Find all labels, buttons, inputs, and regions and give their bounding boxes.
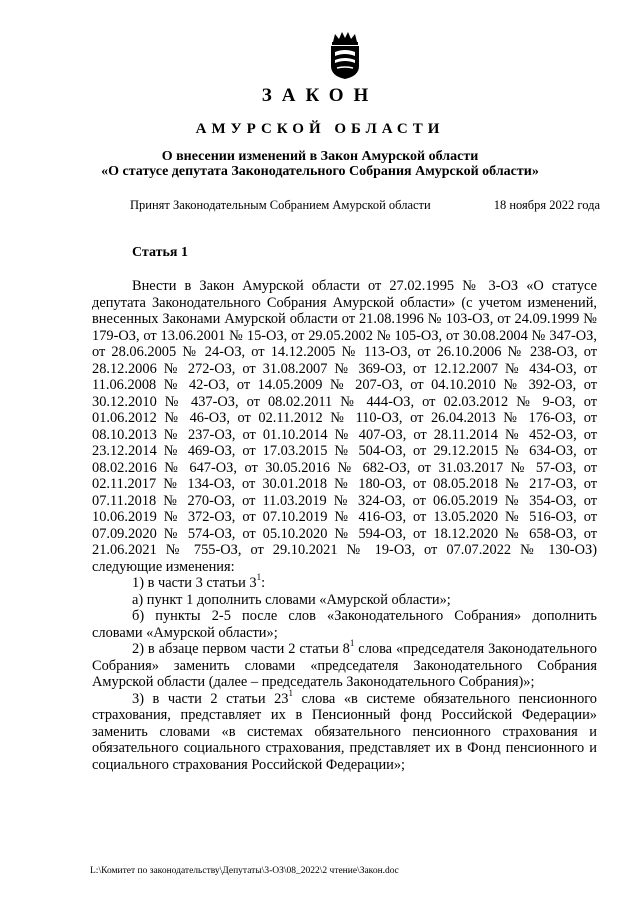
region-subtitle: АМУРСКОЙ ОБЛАСТИ xyxy=(195,121,445,137)
law-heading-line-1: О внесении изменений в Закон Амурской области xyxy=(161,149,479,164)
item-3-rest: слова «в системе обязательного пенсионного страхования, представляет их в Пенсионный фонд Российской Федерации» заменить словами «в системах обязательного пенсионного страхования и обязательного социального страхования, представляет их в Фонд пенсионного и социального страхования Российской Федерации»; xyxy=(92,690,598,773)
item-1-suffix: : xyxy=(261,575,266,591)
article-intro-paragraph: Внести в Закон Амурской области от 27.02.1995 № 3-ОЗ «О статусе депутата Законодательного Собрания Амурской области» (с учетом изменений, внесенных Законами Амурской области от 21.08.1996 № 103-ОЗ, от 24.09.1999 № 179-ОЗ, от 13.06.2001 № 15-ОЗ, от 29.05.2002 № 105-ОЗ, от 30.08.2004 № 347-ОЗ, от 28.06.2005 № 24-ОЗ, от 14.12.2005 № 113-ОЗ, от 26.10.2006 № 238-ОЗ, от 28.12.2006 № 272-ОЗ, от 31.08.2007 № 369-ОЗ, от 12.12.2007 № 434-ОЗ, от 11.06.2008 № 42-ОЗ, от 14.05.2009 № 207-ОЗ, от 04.10.2010 № 392-ОЗ, от 30.12.2010 № 437-ОЗ, от 08.02.2011 № 444-ОЗ, от 02.03.2012 № 9-ОЗ, от 01.06.2012 № 46-ОЗ, от 02.11.2012 № 110-ОЗ, от 26.04.2013 № 176-ОЗ, от 08.10.2013 № 237-ОЗ, от 01.10.2014 № 407-ОЗ, от 28.11.2014 № 452-ОЗ, от 23.12.2014 № 469-ОЗ, от 17.03.2015 № 504-ОЗ, от 29.12.2015 № 634-ОЗ, от 08.02.2016 № 647-ОЗ, от 30.05.2016 № 682-ОЗ, от 31.03.2017 № 57-ОЗ, от 02.11.2017 № 134-ОЗ, от 30.01.2018 № 180-ОЗ, от 08.05.2018 № 217-ОЗ, от 07.11.2018 № 270-ОЗ, от 11.03.2019 № 324-ОЗ, от 06.05.2019 № 354-ОЗ, от 10.06.2019 № 372-ОЗ, от 07.10.2019 № 416-ОЗ, от 13.05.2020 № 516-ОЗ, от 07.09.2020 № 574-ОЗ, от 05.10.2020 № 594-ОЗ, от 18.12.2020 № 658-ОЗ, от 21.06.2021 № 755-ОЗ, от 29.10.2021 № 19-ОЗ, от 07.07.2022 № 130-ОЗ) следующие изменения: xyxy=(92,278,597,575)
item-1-superscript: 1 xyxy=(256,572,262,583)
law-heading xyxy=(0,149,640,179)
adopted-date: 18 ноября 2022 года xyxy=(493,198,600,212)
item-1a-paragraph: а) пункт 1 дополнить словами «Амурской области»; xyxy=(132,591,451,608)
article-title: Статья 1 xyxy=(132,245,188,260)
coat-of-arms-icon xyxy=(327,30,363,80)
item-1-text: 1) в части 3 статьи 3 xyxy=(132,575,257,591)
item-3-text: 3) в части 2 статьи 23 xyxy=(132,690,289,707)
item-2-rest: слова «председателя Законодательного Собрания» заменить словами «председателя Законодательного Собрания Амурской области (далее – председатель Законодательного Собрания)»; xyxy=(92,641,598,690)
law-heading-line-2: «О статусе депутата Законодательного Собрания Амурской области» xyxy=(101,164,539,179)
file-path-footer: L:\Комитет по законодательству\Депутаты\3-ОЗ\08_2022\2 чтение\Закон.doc xyxy=(90,866,399,876)
adopted-by-text: Принят Законодательным Собранием Амурской области xyxy=(130,198,431,212)
item-2-superscript: 1 xyxy=(349,638,355,649)
article-body xyxy=(92,278,597,773)
adoption-line xyxy=(130,198,600,213)
item-3-superscript: 1 xyxy=(288,687,293,698)
item-2-text: 2) в абзаце первом части 2 статьи 8 xyxy=(132,641,350,657)
item-1b-paragraph: б) пункты 2-5 после слов «Законодательного Собрания» дополнить словами «Амурской области»; xyxy=(92,608,597,641)
item-2-paragraph xyxy=(92,638,598,691)
item-3-paragraph xyxy=(92,687,598,774)
document-type-title: ЗАКОН xyxy=(261,85,379,106)
item-1-paragraph xyxy=(92,572,597,592)
